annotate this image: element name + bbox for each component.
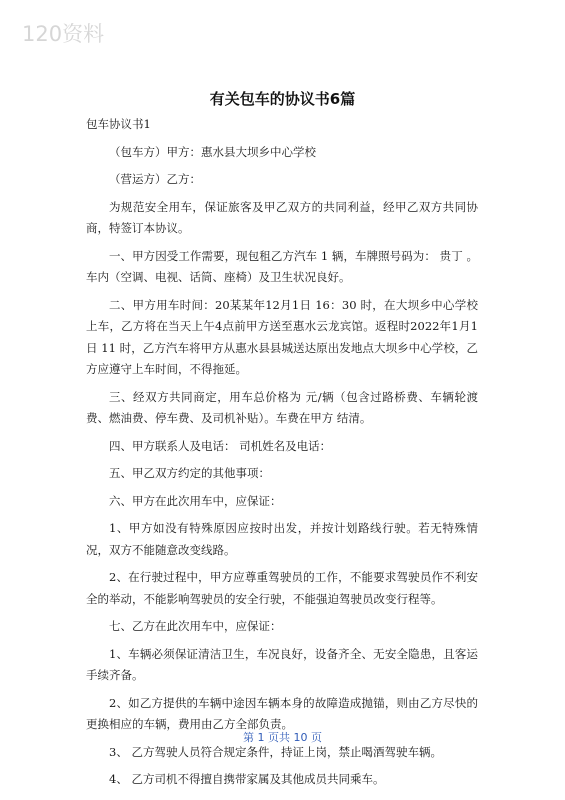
clause-1: 一、甲方因受工作需要，现包租乙方汽车 1 辆，车牌照号码为： 贵丁 。车内（空调、电视、话筒、座椅）及卫生状况良好。 xyxy=(86,248,478,284)
preamble-paragraph: 为规范安全用车，保证旅客及甲乙双方的共同利益，经甲乙双方共同协商，特签订本协议。 xyxy=(86,199,478,235)
clause-6-item-1: 1、甲方如没有特殊原因应按时出发，并按计划路线行驶。若无特殊情况，双方不能随意改变线路。 xyxy=(86,521,478,557)
clause-3: 三、经双方共同商定，用车总价格为 元/辆（包含过路桥费、车辆轮渡费、燃油费、停车费、及司机补贴）。车费在甲方 结清。 xyxy=(86,389,478,425)
watermark-logo: 120资料 xyxy=(22,22,105,46)
clause-7-item-4: 4、 乙方司机不得擅自携带家属及其他成员共同乘车。 xyxy=(109,772,385,786)
document-body xyxy=(86,114,478,797)
clause-4: 四、甲方联系人及电话： 司机姓名及电话： xyxy=(109,438,332,453)
page-indicator: 第 1 页共 10 页 xyxy=(243,731,322,744)
document-title: 有关包车的协议书6篇 xyxy=(209,90,356,108)
section-heading: 包车协议书1 xyxy=(86,117,151,131)
clause-5: 五、甲乙双方约定的其他事项： xyxy=(109,466,270,480)
clause-7: 七、乙方在此次用车中，应保证： xyxy=(109,619,282,633)
clause-7-item-1: 1、车辆必须保证清洁卫生，车况良好，设备齐全、无安全隐患，且客运手续齐备。 xyxy=(86,646,478,682)
party-a-line: （包车方）甲方：惠水县大坝乡中心学校 xyxy=(109,144,316,159)
clause-7-item-2: 2、如乙方提供的车辆中途因车辆本身的故障造成抛锚，则由乙方尽快的更换相应的车辆，费用由乙方全部负责。 xyxy=(86,695,478,731)
clause-2: 二、甲方用车时间：20某某年12月1日 16：30 时，在大坝乡中心学校上车，乙方将在当天上午4点前甲方送至惠水云龙宾馆。返程时2022年1月1日 11 时，乙方汽车将甲方从惠水县县城送达原出发地点大坝乡中心学校，乙方应遵守上车时间，不得拖延。 xyxy=(86,297,478,376)
clause-6: 六、甲方在此次用车中，应保证： xyxy=(109,493,282,508)
party-b-line: （营运方）乙方： xyxy=(109,172,201,186)
clause-7-item-3: 3、 乙方驾驶人员符合规定条件，持证上岗，禁止喝酒驾驶车辆。 xyxy=(109,744,442,759)
clause-6-item-2: 2、在行驶过程中，甲方应尊重驾驶员的工作，不能要求驾驶员作不利安全的举动，不能影响驾驶员的安全行驶，不能强迫驾驶员改变行程等。 xyxy=(86,570,478,606)
